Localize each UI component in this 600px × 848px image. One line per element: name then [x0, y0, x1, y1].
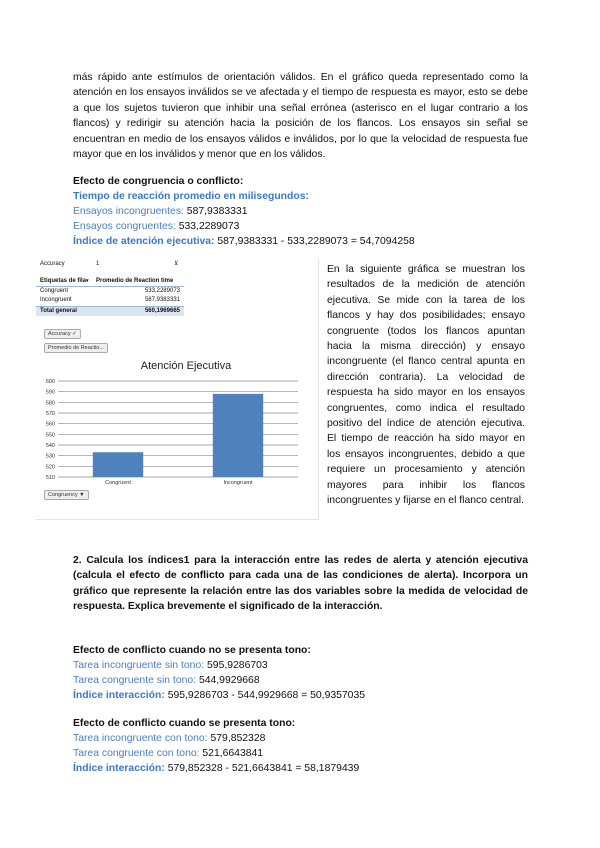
- bar-congruent: [93, 452, 143, 477]
- no-tone-incongruent-value: 595,9286703: [207, 660, 268, 671]
- pivot-chart-figure: [36, 259, 319, 520]
- tone-index-line: [73, 761, 528, 776]
- accuracy-field-button[interactable]: Accuracy ✓: [44, 329, 81, 339]
- average-field-button[interactable]: Promedio de Reactio...: [44, 343, 108, 353]
- no-tone-heading: Efecto de conflicto cuando no se presenta tono:: [73, 645, 311, 656]
- pivot-row-value: 587,9383331: [144, 297, 180, 303]
- intro-paragraph: más rápido ante estímulos de orientación válidos. En el gráfico queda representado como la atención en los ensayos inválidos se ve afectada y el tiempo de respuesta es mayor, esto se debe a que los sujetos tuvieron que inhibir una señal errónea (asterisco en el lugar contrario a los flancos) y redirigir su atención hacia la posición de los flancos. Los ensayos sin señal se encuentran en medio de los ensayos válidos e inválidos, por lo que la velocidad de respuesta fue mayor que en los inválidos y menor que en los válidos.: [73, 72, 528, 161]
- congruency-field-button[interactable]: Congruency ▼: [44, 490, 89, 500]
- tone-index-label: Índice interacción:: [73, 763, 165, 774]
- x-category-label: Incongruent: [223, 480, 253, 486]
- x-category-label: Congruent: [105, 480, 131, 486]
- no-tone-congruent-value: 544,9929668: [198, 675, 260, 686]
- no-tone-congruent-line: [73, 673, 528, 688]
- no-tone-congruent-label: Tarea congruente sin tono:: [73, 675, 197, 686]
- congruent-value: 533,2289073: [178, 221, 240, 232]
- tone-incongruent-value: 579,852328: [210, 733, 266, 744]
- pivot-filter-label: Accuracy: [40, 261, 65, 267]
- tone-incongruent-label: Tarea incongruente con tono:: [73, 733, 208, 744]
- executive-index-formula: 587,9383331 - 533,2289073 = 54,7094258: [217, 236, 415, 247]
- no-tone-incongruent-label: Tarea incongruente sin tono:: [73, 660, 205, 671]
- y-tick-label: 580: [45, 400, 55, 407]
- y-tick-label: 590: [45, 389, 55, 396]
- bar-incongruent: [213, 394, 263, 477]
- pivot-row-label: Congruent: [40, 288, 69, 294]
- y-tick-label: 600: [45, 379, 55, 385]
- congruency-subheading: Tiempo de reacción promedio en milisegundos:: [73, 191, 309, 202]
- y-tick-label: 520: [45, 464, 55, 471]
- chart-x-axis: [105, 480, 253, 486]
- chart-title: Atención Ejecutiva: [140, 360, 232, 372]
- tone-congruent-line: [73, 746, 528, 761]
- congruency-index-line: [73, 234, 528, 249]
- no-tone-index-line: [73, 688, 528, 703]
- y-tick-label: 550: [45, 432, 55, 439]
- y-tick-label: 540: [45, 443, 55, 449]
- incongruent-value: 587,9383331: [186, 206, 248, 217]
- tone-congruent-label: Tarea congruente con tono:: [73, 748, 200, 759]
- y-tick-label: 560: [45, 421, 55, 428]
- y-tick-label: 530: [45, 453, 55, 460]
- tone-index-formula: 579,852328 - 521,6643841 = 58,1879439: [167, 763, 360, 774]
- executive-index-label: Índice de atención ejecutiva:: [73, 236, 215, 247]
- pivot-filter-value[interactable]: 1: [96, 261, 100, 267]
- chart-y-axis: [46, 379, 55, 481]
- pivot-row-value: 533,2289073: [144, 288, 180, 294]
- congruency-heading: Efecto de congruencia o conflicto:: [73, 176, 244, 187]
- pivot-total-label: Total general: [40, 308, 77, 314]
- no-tone-index-formula: 595,9286703 - 544,9929668 = 50,9357035: [167, 690, 366, 701]
- tone-incongruent-line: [73, 731, 528, 746]
- no-tone-incongruent-line: [73, 658, 528, 673]
- congruency-incongruent-line: [73, 204, 528, 219]
- y-tick-label: 510: [45, 475, 55, 481]
- pivot-row-label-header[interactable]: Etiquetas de fila: [40, 278, 87, 284]
- question-2: 2. Calcula los índices1 para la interacción entre las redes de alerta y atención ejecutiva (calcula el efecto de conflicto para cada una de las condiciones de alerta). Incorpora un gráfico que represente la relación entre las dos variables sobre la medida de velocidad de respuesta. Explica brevemente el significado de la interacción.: [73, 555, 528, 613]
- y-tick-label: 570: [45, 411, 55, 417]
- pivot-row-label: Incongruent: [40, 297, 72, 303]
- pivot-value-header: Promedio de Reaction time: [96, 278, 174, 284]
- funnel-icon[interactable]: ⊻: [174, 261, 179, 267]
- chart-bars: [93, 394, 263, 477]
- filter-dropdown-icon[interactable]: ▾: [86, 278, 89, 284]
- side-paragraph: En la siguiente gráfica se muestran los resultados de la medición de atención ejecutiva. Se mide con la tarea de los flancos y hay dos posibilidades; ensayo congruente (todos los flancos apuntan hacia la misma dirección) y ensayo incongruente (el flanco central apunta en dirección contraria). La velocidad de respuesta ha sido mayor en los ensayos congruentes, como indica el resultado positivo del índice de atención ejecutiva. El tiempo de reacción ha sido mayor en los ensayos incongruentes, debido a que requiere un procesamiento y atención mayores para inhibir los flancos incongruentes y fijarse en el flanco central.: [327, 264, 525, 507]
- pivot-total-value: 560,1969665: [144, 308, 180, 314]
- congruent-label: Ensayos congruentes:: [73, 221, 176, 232]
- executive-attention-chart: [36, 259, 318, 519]
- tone-heading: Efecto de conflicto cuando se presenta tono:: [73, 718, 296, 729]
- congruency-congruent-line: [73, 219, 528, 234]
- no-tone-index-label: Índice interacción:: [73, 690, 165, 701]
- tone-congruent-value: 521,6643841: [202, 748, 264, 759]
- incongruent-label: Ensayos incongruentes:: [73, 206, 184, 217]
